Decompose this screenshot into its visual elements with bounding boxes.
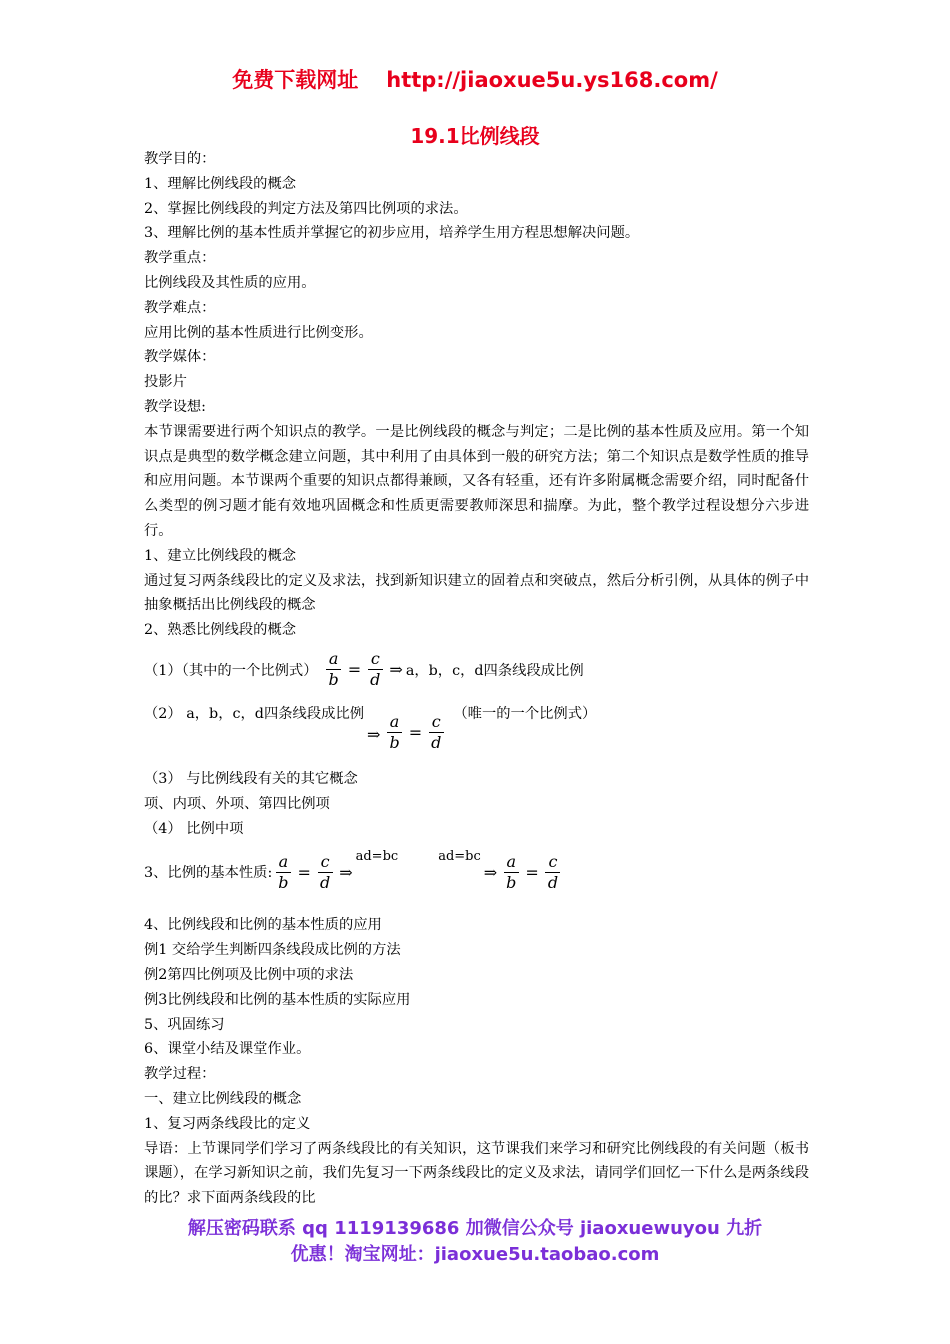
text-line: 教学目的：	[144, 151, 216, 167]
equals-sign: =	[297, 862, 311, 882]
formula-suffix: a，b，c，d四条线段成比例	[405, 662, 584, 679]
formula-prefix: 3、比例的基本性质:	[144, 865, 273, 882]
text-line: 1、建立比例线段的概念	[144, 547, 297, 564]
equals-sign: =	[408, 723, 423, 743]
fraction-c-d: $\frac{c}{d}$	[545, 852, 561, 893]
equals-sign: =	[347, 660, 362, 680]
text-line: 教学重点：	[144, 250, 216, 267]
equals-sign: =	[525, 862, 539, 882]
formula-line-2	[144, 701, 809, 751]
page-title: 19.1比例线段	[410, 124, 540, 148]
text-line: 3、理解比例的基本性质并掌握它的初步应用，培养学生用方程思想解决问题。	[144, 225, 640, 242]
footer-line-2: 优惠！淘宝网址：jiaoxue5u.taobao.com	[290, 1244, 660, 1265]
text-line: 例1 交给学生判断四条线段成比例的方法	[144, 942, 401, 959]
text-line: 5、巩固练习	[144, 1016, 225, 1033]
text-line: 教学媒体：	[144, 349, 216, 366]
text-line: 例2第四比例项及比例中项的求法	[144, 966, 354, 983]
implies-arrow: ⇒	[339, 862, 353, 882]
text-line: 6、课堂小结及课堂作业。	[144, 1041, 311, 1058]
fraction-a-b: $\frac{a}{b}$	[275, 852, 291, 893]
text-line: 应用比例的基本性质进行比例变形。	[144, 324, 373, 341]
header-prefix: 免费下载网址	[232, 68, 359, 92]
fraction-c-d: $\frac{c}{d}$	[428, 712, 444, 753]
text-line: 2、熟悉比例线段的概念	[144, 622, 297, 639]
fraction-a-b: $\frac{a}{b}$	[503, 852, 519, 893]
header-banner	[0, 64, 950, 94]
text-line: 比例线段及其性质的应用。	[144, 274, 316, 291]
text-line: 投影片	[144, 374, 187, 391]
text-line: 项、内项、外项、第四比例项	[144, 795, 330, 812]
text-line: 1、复习两条线段比的定义	[144, 1115, 311, 1132]
text-line: 1、理解比例线段的概念	[144, 175, 297, 192]
text-line: 2、掌握比例线段的判定方法及第四比例项的求法。	[144, 200, 468, 217]
header-url-link[interactable]: http://jiaoxue5u.ys168.com/	[386, 68, 718, 92]
text-line: 教学设想:	[144, 398, 207, 415]
text-line: （4） 比例中项	[144, 820, 244, 837]
footer-banner	[0, 1216, 950, 1268]
fraction-a-b: $\frac{a}{b}$	[326, 649, 342, 690]
text-line: （3） 与比例线段有关的其它概念	[144, 770, 358, 787]
fraction-a-b: $\frac{a}{b}$	[386, 712, 402, 753]
formula-line-1	[144, 645, 809, 695]
ad-bc-text: ad=bc	[438, 849, 481, 865]
fraction-c-d: $\frac{c}{d}$	[367, 649, 383, 690]
paragraph-design: 本节课需要进行两个知识点的教学。一是比例线段的概念与判定；二是比例的基本性质及应用。第一个知识点是典型的数学概念建立问题，其中利用了由具体到一般的研究方法；第二个知识点是数学性质的推导和应用问题。本节课两个重要的知识点都得兼顾，又各有轻重，还有许多附属概念需要介绍，同时配备什么类型的例习题才能有效地巩固概念和性质更需要教师深思和揣摩。为此，整个教学过程设想分六步进行。	[144, 423, 809, 539]
text-line: 一、建立比例线段的概念	[144, 1090, 302, 1107]
implies-arrow: ⇒	[483, 862, 498, 882]
formula-prefix: （1）（其中的一个比例式）	[144, 662, 318, 679]
formula-line-3	[144, 847, 809, 897]
text-line: 教学难点：	[144, 299, 216, 316]
implies-arrow: ⇒	[389, 660, 403, 680]
formula-prefix: （2） a，b，c，d四条线段成比例	[144, 705, 365, 722]
text-line: 例3比例线段和比例的基本性质的实际应用	[144, 991, 411, 1008]
text-line: 4、比例线段和比例的基本性质的应用	[144, 917, 382, 934]
formula-suffix: （唯一的一个比例式）	[453, 705, 597, 722]
paragraph-intro: 导语：上节课同学们学习了两条线段比的有关知识，这节课我们来学习和研究比例线段的有关问题（板书课题），在学习新知识之前，我们先复习一下两条线段比的定义及求法，请同学们回忆一下什么是两条线段的比？求下面两条线段的比	[144, 1140, 809, 1207]
document-body	[144, 147, 809, 1211]
implies-arrow: ⇒	[367, 725, 381, 745]
fraction-c-d: $\frac{c}{d}$	[317, 852, 333, 893]
ad-bc-text: ad=bc	[355, 849, 399, 865]
footer-line-1: 解压密码联系 qq 1119139686 加微信公众号 jiaoxuewuyou 九折	[187, 1218, 763, 1239]
paragraph-step1: 通过复习两条线段比的定义及求法，找到新知识建立的固着点和突破点，然后分析引例，从具体的例子中抽象概括出比例线段的概念	[144, 572, 809, 614]
text-line: 教学过程：	[144, 1066, 216, 1083]
